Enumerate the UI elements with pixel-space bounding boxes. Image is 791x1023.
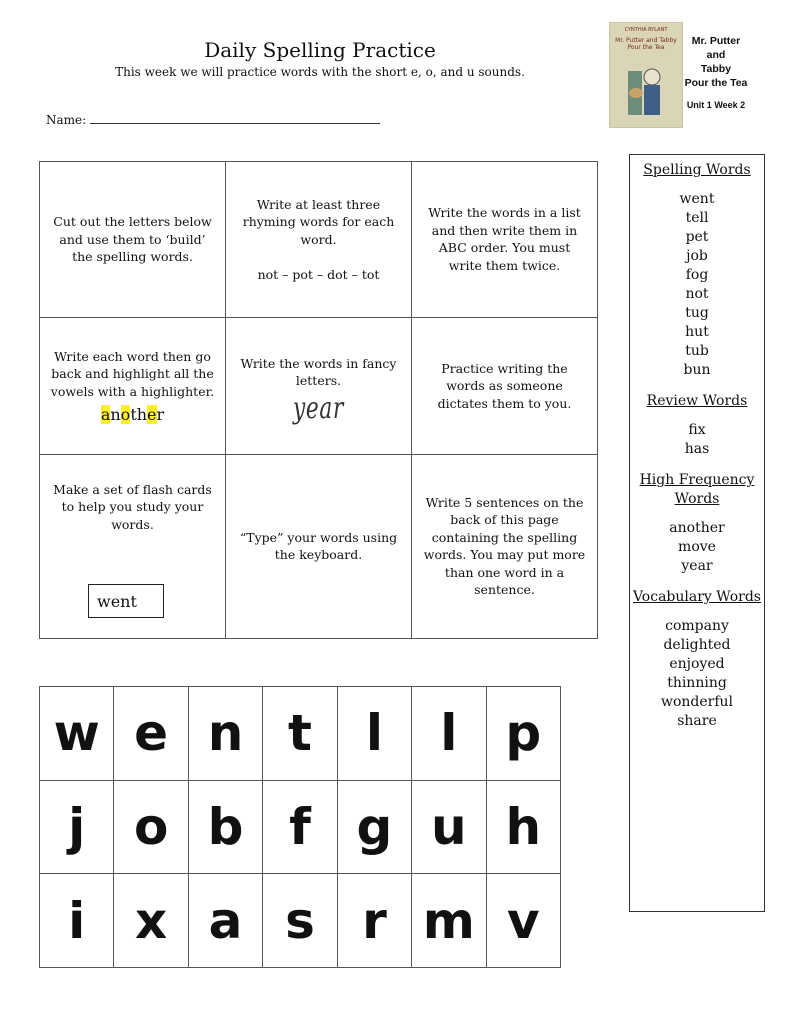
high-frequency-words-heading: High Frequency Words bbox=[639, 472, 755, 507]
letter-tile[interactable]: m bbox=[412, 874, 486, 968]
word-list-sidebar bbox=[629, 154, 765, 912]
list-item: year bbox=[681, 558, 713, 574]
letter-tile[interactable]: s bbox=[263, 874, 337, 968]
letter-tile[interactable]: e bbox=[114, 687, 188, 781]
activity-text: Cut out the letters below and use them to ‘build’ the spelling words. bbox=[53, 214, 212, 265]
list-item: share bbox=[677, 713, 717, 729]
activity-cell bbox=[412, 317, 598, 454]
activity-cell bbox=[40, 317, 226, 454]
activity-cell bbox=[226, 162, 412, 318]
spelling-words-list bbox=[630, 190, 764, 380]
letter-tile[interactable]: b bbox=[188, 780, 262, 874]
book-cover-image bbox=[609, 22, 683, 128]
list-item: pet bbox=[685, 229, 709, 245]
unit-week-label: Unit 1 Week 2 bbox=[686, 100, 746, 110]
list-item: move bbox=[678, 539, 716, 555]
high-frequency-words-list bbox=[630, 519, 764, 576]
list-item: tub bbox=[685, 343, 709, 359]
list-item: thinning bbox=[667, 675, 727, 691]
name-blank-line[interactable] bbox=[90, 113, 380, 124]
list-item: company bbox=[665, 618, 729, 634]
highlighted-vowel: o bbox=[120, 405, 131, 425]
activity-cell bbox=[40, 162, 226, 318]
letter-tile[interactable]: f bbox=[263, 780, 337, 874]
letter-tile[interactable]: w bbox=[40, 687, 114, 781]
fancy-letters-example: year bbox=[292, 390, 345, 426]
letter-tile[interactable]: n bbox=[188, 687, 262, 781]
list-item: tell bbox=[685, 210, 709, 226]
letter-tiles-grid bbox=[39, 686, 561, 968]
letter-tile[interactable]: g bbox=[337, 780, 411, 874]
activity-cell bbox=[412, 162, 598, 318]
flash-card-example: went bbox=[88, 584, 164, 618]
list-item: enjoyed bbox=[669, 656, 725, 672]
book-title-line-3: Tabby bbox=[700, 63, 732, 75]
list-item: tug bbox=[685, 305, 709, 321]
rhyme-example: not – pot – dot – tot bbox=[257, 266, 380, 282]
letter-tile[interactable]: o bbox=[114, 780, 188, 874]
example-letters: r bbox=[156, 405, 165, 425]
list-item: hut bbox=[685, 324, 709, 340]
spelling-words-heading: Spelling Words bbox=[643, 162, 751, 178]
activity-text: Practice writing the words as someone dictates them to you. bbox=[437, 360, 572, 411]
letter-tile[interactable]: p bbox=[486, 687, 560, 781]
highlight-example bbox=[50, 406, 215, 424]
activity-cell bbox=[226, 317, 412, 454]
book-title-line-1: Mr. Putter bbox=[691, 35, 741, 47]
letter-tile[interactable]: l bbox=[412, 687, 486, 781]
letter-tile[interactable]: j bbox=[40, 780, 114, 874]
list-item: bun bbox=[683, 362, 711, 378]
list-item: delighted bbox=[663, 637, 731, 653]
list-item: fix bbox=[688, 422, 706, 438]
book-info bbox=[684, 34, 748, 112]
book-cover-author: CYNTHIA RYLANT bbox=[624, 27, 668, 33]
activity-text: Make a set of flash cards to help you study your words. bbox=[53, 481, 212, 532]
list-item: another bbox=[669, 520, 725, 536]
list-item: has bbox=[684, 441, 710, 457]
highlighted-vowel: e bbox=[147, 405, 157, 425]
book-cover-illustration bbox=[624, 63, 666, 119]
page-title: Daily Spelling Practice bbox=[204, 38, 436, 62]
review-words-heading: Review Words bbox=[646, 393, 748, 409]
activity-text: Write the words in fancy letters. bbox=[240, 355, 397, 389]
letter-tile[interactable]: l bbox=[337, 687, 411, 781]
activity-cell bbox=[226, 454, 412, 638]
letter-tile[interactable]: x bbox=[114, 874, 188, 968]
activity-text: “Type” your words using the keyboard. bbox=[239, 529, 398, 563]
activity-text: Write the words in a list and then write them in ABC order. You must write them twice. bbox=[428, 205, 581, 273]
activity-cell bbox=[40, 454, 226, 638]
list-item: not bbox=[685, 286, 709, 302]
vocabulary-words-heading: Vocabulary Words bbox=[632, 589, 761, 605]
example-letters: n bbox=[110, 405, 121, 425]
list-item: wonderful bbox=[660, 694, 734, 710]
letter-tile[interactable]: h bbox=[486, 780, 560, 874]
letter-tile[interactable]: v bbox=[486, 874, 560, 968]
name-label: Name: bbox=[46, 113, 87, 127]
list-item: went bbox=[679, 191, 715, 207]
book-title-line-4: Pour the Tea bbox=[684, 77, 748, 89]
book-cover-title: Mr. Putter and Tabby Pour the Tea bbox=[615, 37, 677, 51]
activity-text: Write at least three rhyming words for each word. bbox=[242, 196, 395, 247]
activity-cell bbox=[412, 454, 598, 638]
activity-text: Write each word then go back and highlight all the vowels with a highlighter. bbox=[50, 348, 215, 399]
page-subtitle: This week we will practice words with the short e, o, and u sounds. bbox=[115, 65, 525, 79]
activity-text: Write 5 sentences on the back of this page containing the spelling words. You may put more than one word in a sentence. bbox=[423, 494, 586, 598]
example-letters: th bbox=[130, 405, 148, 425]
highlighted-vowel: a bbox=[100, 405, 111, 425]
letter-tile[interactable]: u bbox=[412, 780, 486, 874]
letter-tile[interactable]: t bbox=[263, 687, 337, 781]
book-title-line-2: and bbox=[706, 49, 726, 61]
letter-tile[interactable]: r bbox=[337, 874, 411, 968]
vocabulary-words-list bbox=[630, 617, 764, 731]
letter-tile[interactable]: a bbox=[188, 874, 262, 968]
list-item: job bbox=[686, 248, 708, 264]
activity-grid bbox=[39, 161, 598, 639]
list-item: fog bbox=[685, 267, 709, 283]
name-field[interactable] bbox=[46, 113, 380, 127]
letter-tile[interactable]: i bbox=[40, 874, 114, 968]
review-words-list bbox=[630, 421, 764, 459]
